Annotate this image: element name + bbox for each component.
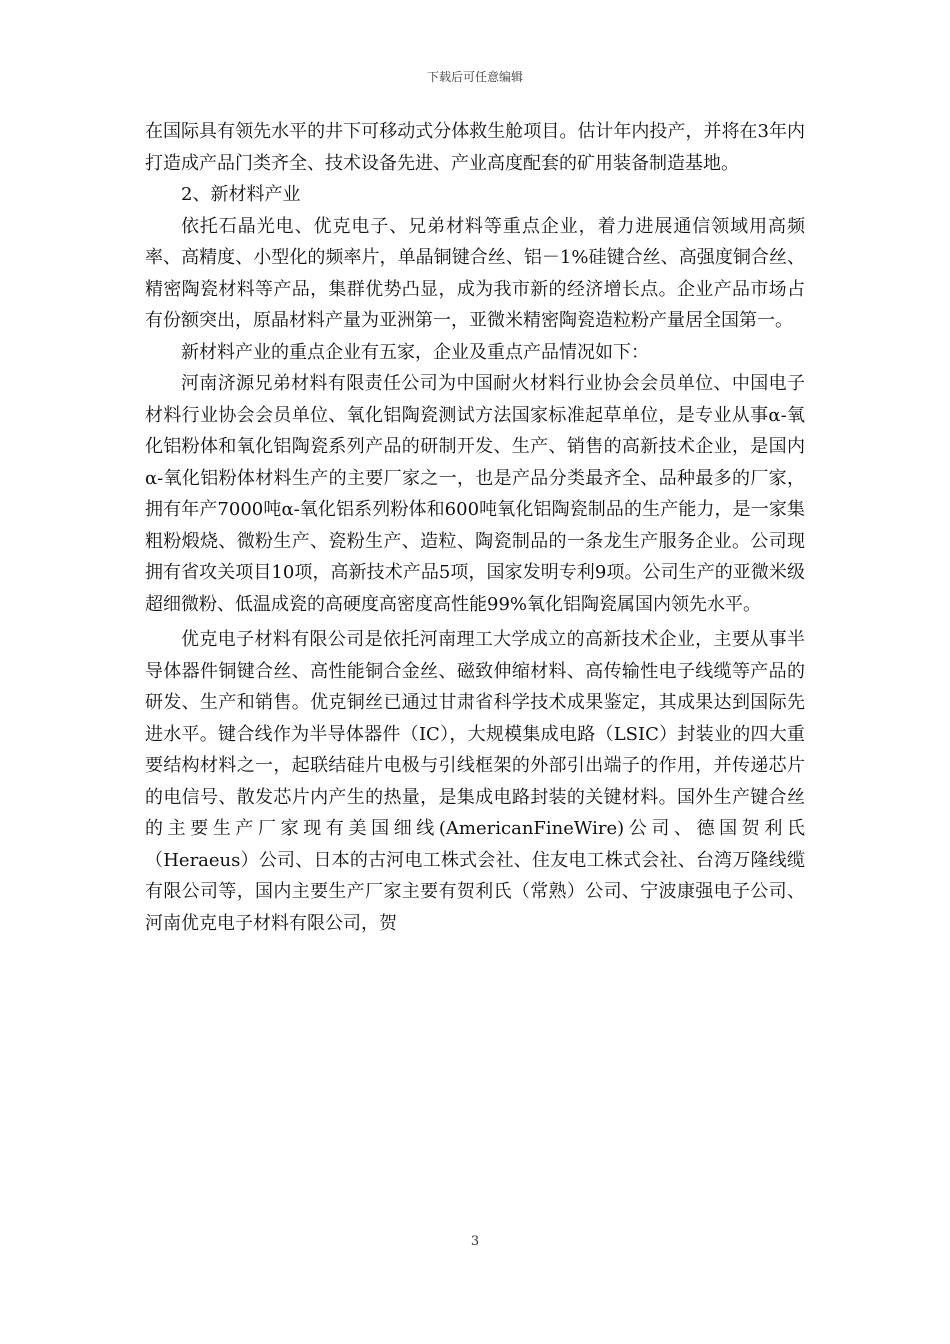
paragraph-new-materials-overview: 依托石晶光电、优克电子、兄弟材料等重点企业，着力进展通信领域用高频率、高精度、小型化的频率片，单晶铜键合丝、铝－1%硅键合丝、高强度铜合丝、精密陶瓷材料等产品，集群优势凸显，成为我市新的经济增长点。企业产品市场占有份额突出，原晶材料产量为亚洲第一，亚微米精密陶瓷造粒粉产量居全国第一。 — [145, 215, 805, 331]
paragraph-brothers-materials: 河南济源兄弟材料有限责任公司为中国耐火材料行业协会会员单位、中国电子材料行业协会会员单位、氧化铝陶瓷测试方法国家标准起草单位，是专业从事α-氧化铝粉体和氧化铝陶瓷系列产品的研制开发、生产、销售的高新技术企业，是国内α-氧化铝粉体材料生产的主要厂家之一，也是产品分类最齐全、品种最多的厂家，拥有年产7000吨α-氧化铝系列粉体和600吨氧化铝陶瓷制品的生产能力，是一家集粗粉煅烧、微粉生产、瓷粉生产、造粒、陶瓷制品的一条龙生产服务企业。公司现拥有省攻关项目10项，高新技术产品5项，国家发明专利9项。公司生产的亚微米级超细微粉、低温成瓷的高硬度高密度高性能99%氧化铝陶瓷属国内领先水平。 — [145, 373, 805, 615]
paragraph-shelter-project: 在国际具有领先水平的井下可移动式分体救生舱项目。估计年内投产，并将在3年内打造成产品门类齐全、技术设备先进、产业高度配套的矿用装备制造基地。 — [145, 121, 805, 174]
page-number: 3 — [470, 1234, 480, 1249]
page-header: 下载后可任意编辑 — [426, 70, 523, 84]
paragraph-youke-electronics: 优克电子材料有限公司是依托河南理工大学成立的高新技术企业，主要从事半导体器件铜键合丝、高性能铜合金丝、磁致伸缩材料、高传输性电子线缆等产品的研发、生产和销售。优克铜丝已通过甘肃省科学技术成果鉴定，其成果达到国际先进水平。键合线作为半导体器件（IC），大规模集成电路（LSIC）封装业的四大重要结构材料之一，起联结硅片电极与引线框架的外部引出端子的作用，并传递芯片的电信号、散发芯片内产生的热量，是集成电路封装的关键材料。国外生产键合丝的主要生产厂家现有美国细线(AmericanFineWire)公司、德国贺利氏（Heraeus）公司、日本的古河电工株式会社、住友电工株式会社、台湾万隆线缆有限公司等，国内主要生产厂家主要有贺利氏（常熟）公司、宁波康强电子公司、河南优克电子材料有限公司，贺 — [145, 629, 805, 934]
document-body — [145, 116, 805, 939]
section-heading-new-materials: 2、新材料产业 — [181, 184, 301, 205]
paragraph-key-enterprises: 新材料产业的重点企业有五家，企业及重点产品情况如下： — [181, 341, 649, 363]
